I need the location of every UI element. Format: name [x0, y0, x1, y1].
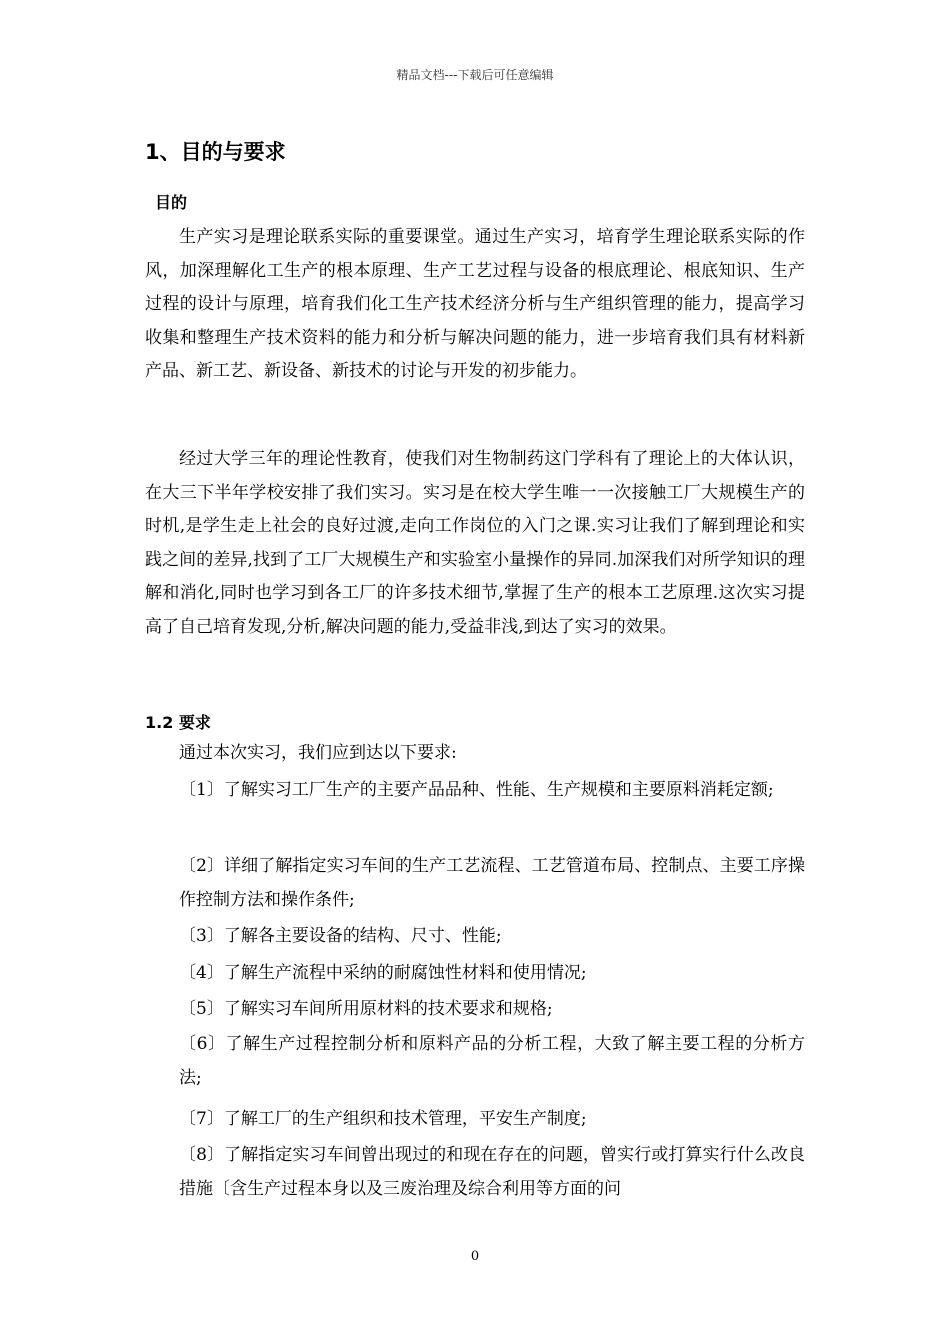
requirement-item-8: 〔8〕了解指定实习车间曾出现过的和现在存在的问题，曾实行或打算实行什么改良措施〔含生产过程本身以及三废治理及综合利用等方面的问 [179, 1145, 805, 1199]
requirements-heading: 1.2 要求 [145, 713, 211, 732]
requirements-intro: 通过本次实习，我们应到达以下要求: [179, 743, 457, 763]
purpose-heading: 目的 [155, 193, 188, 212]
requirement-item-7: 〔7〕了解工厂的生产组织和技术管理，平安生产制度; [179, 1109, 587, 1129]
page-number: 0 [470, 1249, 480, 1264]
requirement-item-2: 〔2〕详细了解指定实习车间的生产工艺流程、工艺管道布局、控制点、主要工序操作控制方法和操作条件; [179, 856, 805, 910]
requirement-item-4: 〔4〕了解生产流程中采纳的耐腐蚀性材料和使用情况; [179, 963, 587, 983]
requirement-item-1: 〔1〕了解实习工厂生产的主要产品品种、性能、生产规模和主要原料消耗定额; [179, 780, 774, 800]
requirement-item-5: 〔5〕了解实习车间所用原材料的技术要求和规格; [179, 999, 553, 1019]
section-title: 1、目的与要求 [145, 140, 286, 164]
purpose-paragraph-2: 经过大学三年的理论性教育，使我们对生物制药这门学科有了理论上的大体认识，在大三下半年学校安排了我们实习。实习是在校大学生唯一一次接触工厂大规模生产的时机,是学生走上社会的良好过渡,走向工作岗位的入门之课.实习让我们了解到理论和实践之间的差异,找到了工厂大规模生产和实验室小量操作的异同.加深我们对所学知识的理解和消化,同时也学习到各工厂的许多技术细节,掌握了生产的根本工艺原理.这次实习提高了自己培育发现,分析,解决问题的能力,受益非浅,到达了实习的效果。 [145, 449, 805, 637]
purpose-paragraph-1: 生产实习是理论联系实际的重要课堂。通过生产实习，培育学生理论联系实际的作风，加深理解化工生产的根本原理、生产工艺过程与设备的根底理论、根底知识、生产过程的设计与原理，培育我们化工生产技术经济分析与生产组织管理的能力，提高学习收集和整理生产技术资料的能力和分析与解决问题的能力，进一步培育我们具有材料新产品、新工艺、新设备、新技术的讨论与开发的初步能力。 [145, 227, 805, 382]
header-note: 精品文档---下载后可任意编辑 [396, 68, 554, 82]
requirement-item-3: 〔3〕了解各主要设备的结构、尺寸、性能; [179, 926, 502, 946]
requirement-item-6: 〔6〕了解生产过程控制分析和原料产品的分析工程，大致了解主要工程的分析方法; [179, 1034, 805, 1088]
